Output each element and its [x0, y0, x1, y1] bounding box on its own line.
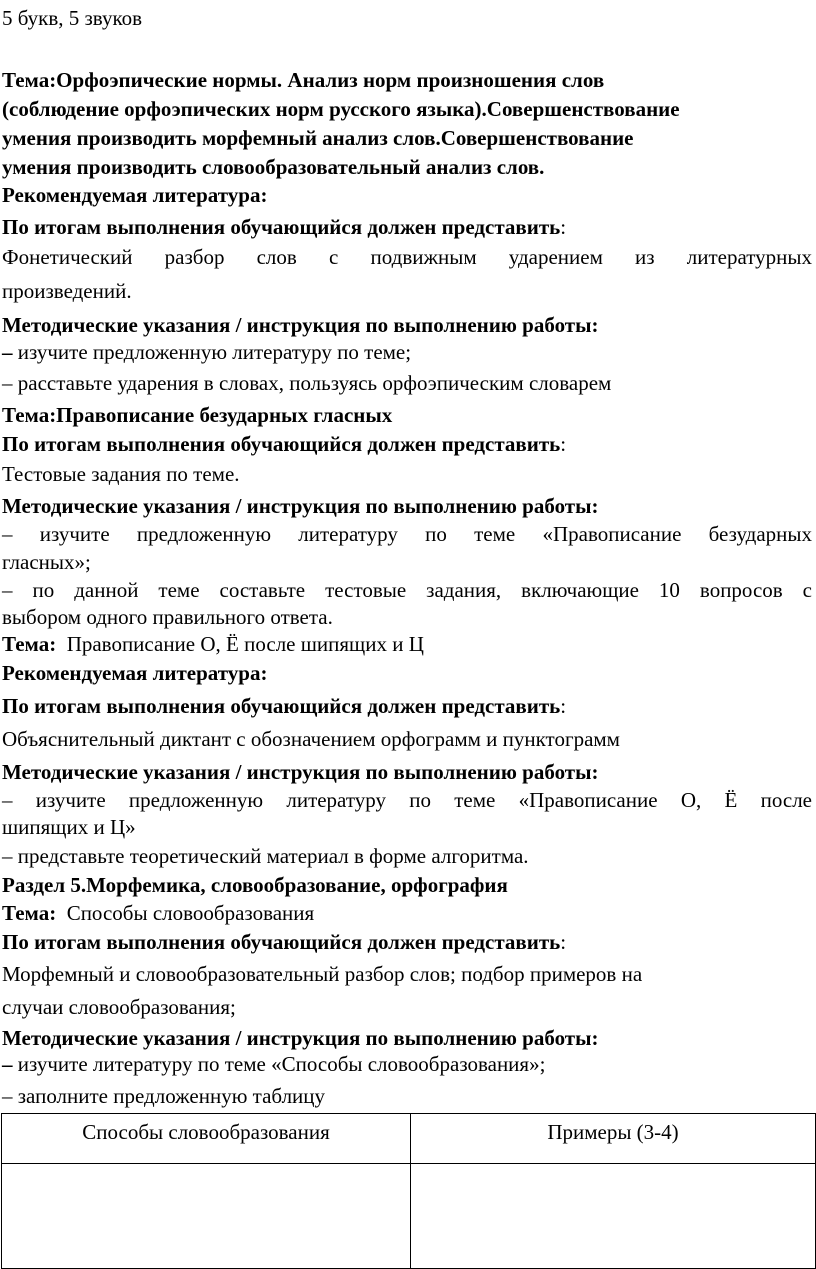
- result-text: Фонетический разбор слов с подвижным ударением из литературных: [2, 245, 812, 269]
- method-step: – изучите предложенную литературу по теме «Правописание О, Ё после: [2, 788, 812, 812]
- method-step: – изучите предложенную литературу по теме «Правописание безударных: [2, 522, 812, 546]
- result-label: По итогам выполнения обучающийся должен представить: [2, 694, 561, 718]
- method-heading: Методические указания / инструкция по выполнению работы:: [2, 494, 599, 518]
- colon: :: [560, 930, 567, 954]
- section-heading: Раздел 5.Морфемика, словообразование, орфография: [2, 873, 508, 897]
- method-step: – расставьте ударения в словах, пользуясь орфоэпическим словарем: [2, 371, 612, 395]
- method-step: шипящих и Ц»: [2, 815, 136, 839]
- table-cell: [2, 1164, 411, 1269]
- result-text: Объяснительный диктант с обозначением орфограмм и пунктограмм: [2, 727, 620, 751]
- method-step-text: изучите литературу по теме «Способы словообразования»;: [12, 1052, 546, 1076]
- result-heading: [2, 930, 816, 954]
- topic-title-line: Тема:Орфоэпические нормы. Анализ норм произношения слов: [2, 68, 605, 92]
- topic-title-line: умения производить морфемный анализ слов.Совершенствование: [2, 126, 634, 150]
- method-step: [2, 340, 816, 364]
- table-header-row: [2, 1114, 816, 1164]
- result-text: Тестовые задания по теме.: [2, 462, 240, 486]
- method-step-text: изучите предложенную литературу по теме;: [12, 340, 412, 364]
- topic-title-line: умения производить словообразовательный анализ слов.: [2, 155, 545, 179]
- colon: :: [560, 694, 567, 718]
- header-line: 5 букв, 5 звуков: [2, 6, 143, 30]
- result-text: произведений.: [2, 279, 132, 303]
- method-heading: Методические указания / инструкция по выполнению работы:: [2, 1026, 599, 1050]
- method-step: гласных»;: [2, 550, 91, 574]
- dash: –: [2, 1052, 13, 1076]
- topic-label: Тема:: [2, 632, 57, 656]
- result-label: По итогам выполнения обучающийся должен представить: [2, 432, 561, 456]
- method-heading: Методические указания / инструкция по выполнению работы:: [2, 760, 599, 784]
- topic-title-line: (соблюдение орфоэпических норм русского языка).Совершенствование: [2, 97, 680, 121]
- topic-title: [2, 901, 816, 925]
- topic-title: Тема:Правописание безударных гласных: [2, 403, 393, 427]
- method-step: выбором одного правильного ответа.: [2, 605, 333, 629]
- literature-heading: Рекомендуемая литература:: [2, 661, 268, 685]
- result-label: По итогам выполнения обучающийся должен представить: [2, 215, 561, 239]
- colon: :: [560, 432, 567, 456]
- colon: :: [560, 215, 567, 239]
- table-header-cell: Способы словообразования: [2, 1114, 411, 1164]
- method-step: – заполните предложенную таблицу: [2, 1084, 326, 1108]
- table-header-cell: Примеры (3-4): [411, 1114, 816, 1164]
- topic-text: Способы словообразования: [56, 901, 315, 925]
- method-step: – по данной теме составьте тестовые задания, включающие 10 вопросов с: [2, 578, 812, 602]
- topic-title: [2, 632, 816, 656]
- result-heading: [2, 432, 816, 456]
- result-heading: [2, 694, 816, 718]
- result-text: случаи словообразования;: [2, 995, 236, 1019]
- method-heading: Методические указания / инструкция по выполнению работы:: [2, 313, 599, 337]
- topic-label: Тема:: [2, 901, 57, 925]
- result-text: Морфемный и словообразовательный разбор слов; подбор примеров на: [2, 962, 643, 986]
- table-cell: [411, 1164, 816, 1269]
- topic-text: Правописание О, Ё после шипящих и Ц: [56, 632, 424, 656]
- method-step: – представьте теоретический материал в форме алгоритма.: [2, 844, 529, 868]
- dash: –: [2, 340, 13, 364]
- literature-heading: Рекомендуемая литература:: [2, 183, 268, 207]
- table-row: [2, 1164, 816, 1269]
- result-label: По итогам выполнения обучающийся должен представить: [2, 930, 561, 954]
- word-formation-table: [1, 1113, 816, 1269]
- result-heading: [2, 215, 816, 239]
- method-step: [2, 1052, 816, 1076]
